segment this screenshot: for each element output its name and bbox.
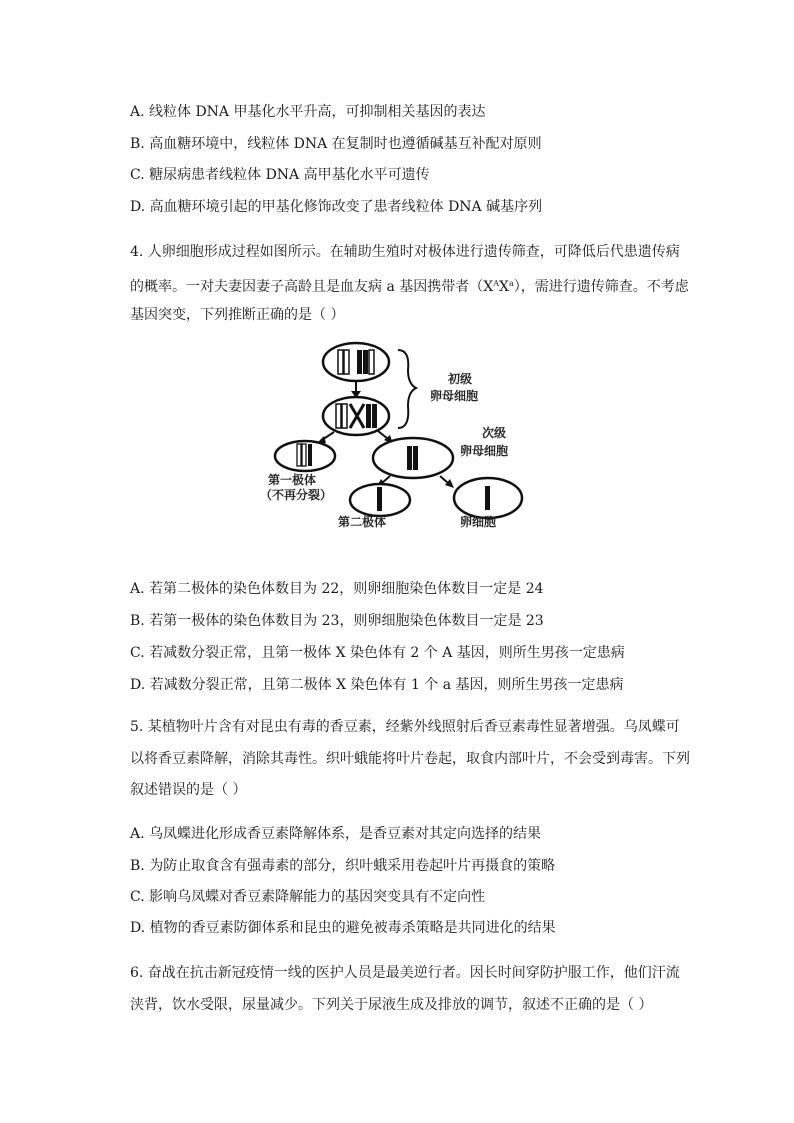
first-polar-body-cell xyxy=(275,441,335,471)
label-primary-1: 初级 xyxy=(448,372,473,386)
label-egg: 卵细胞 xyxy=(460,515,497,529)
label-primary-2: 卵母细胞 xyxy=(430,389,479,403)
q4-stem-line3: 基因突变，下列推断正确的是（ ） xyxy=(130,307,345,323)
label-secondary-2: 卵母细胞 xyxy=(460,444,509,458)
q3-option-a: A. 线粒体 DNA 甲基化水平升高，可抑制相关基因的表达 xyxy=(130,104,486,120)
primary-oocyte-cell-1 xyxy=(323,343,389,381)
primary-oocyte-cell-2 xyxy=(323,397,389,435)
q4-option-d: D. 若减数分裂正常，且第二极体 X 染色体有 1 个 a 基因，则所生男孩一定患病 xyxy=(130,677,624,693)
q5-stem-line1: 5. 某植物叶片含有对昆虫有毒的香豆素，经紫外线照射后香豆素毒性显著增强。乌凤蝶可 xyxy=(130,719,680,735)
second-polar-body-cell xyxy=(350,484,410,516)
oocyte-formation-diagram xyxy=(250,336,550,536)
q5-option-b: B. 为防止取食含有强毒素的部分，织叶蛾采用卷起叶片再摄食的策略 xyxy=(130,858,556,874)
label-first-polar-body: 第一极体 xyxy=(268,473,317,487)
secondary-oocyte-cell xyxy=(373,438,453,478)
q6-stem-line2: 浃背，饮水受限，尿量减少。下列关于尿液生成及排放的调节，叙述不正确的是（ ） xyxy=(130,997,653,1013)
label-first-polar-no-division: （不再分裂） xyxy=(260,488,333,502)
egg-cell xyxy=(454,478,522,518)
label-second-polar-body: 第二极体 xyxy=(338,515,387,529)
q4-stem-line1: 4. 人卵细胞形成过程如图所示。在辅助生殖时对极体进行遗传筛查，可降低后代患遗传病 xyxy=(130,244,680,260)
q3-option-b: B. 高血糖环境中，线粒体 DNA 在复制时也遵循碱基互补配对原则 xyxy=(130,136,542,152)
q3-option-c: C. 糖尿病患者线粒体 DNA 高甲基化水平可遗传 xyxy=(130,167,430,183)
q3-option-d: D. 高血糖环境引起的甲基化修饰改变了患者线粒体 DNA 碱基序列 xyxy=(130,199,543,215)
q5-option-c: C. 影响乌凤蝶对香豆素降解能力的基因突变具有不定向性 xyxy=(130,889,486,905)
q6-stem-line1: 6. 奋战在抗击新冠疫情一线的医护人员是最美逆行者。因长时间穿防护服工作，他们汗流 xyxy=(130,965,680,981)
q4-option-c: C. 若减数分裂正常，且第一极体 X 染色体有 2 个 A 基因，则所生男孩一定患病 xyxy=(130,645,625,661)
q5-option-d: D. 植物的香豆素防御体系和昆虫的避免被毒杀策略是共同进化的结果 xyxy=(130,920,556,936)
q5-option-a: A. 乌凤蝶进化形成香豆素降解体系，是香豆素对其定向选择的结果 xyxy=(130,826,542,842)
label-secondary-1: 次级 xyxy=(482,426,507,440)
q4-stem-line2: 的概率。一对夫妻因妻子高龄且是血友病 a 基因携带者$(X^AX^a)$，需进行遗传筛查。不考虑 xyxy=(130,279,689,295)
q5-stem-line2: 以将香豆素降解，消除其毒性。织叶蛾能将叶片卷起，取食内部叶片，不会受到毒害。下列 xyxy=(130,751,690,767)
q4-option-a: A. 若第二极体的染色体数目为 22，则卵细胞染色体数目一定是 24 xyxy=(130,581,544,597)
q5-stem-line3: 叙述错误的是（ ） xyxy=(130,782,247,798)
q4-option-b: B. 若第一极体的染色体数目为 23，则卵细胞染色体数目一定是 23 xyxy=(130,613,544,629)
